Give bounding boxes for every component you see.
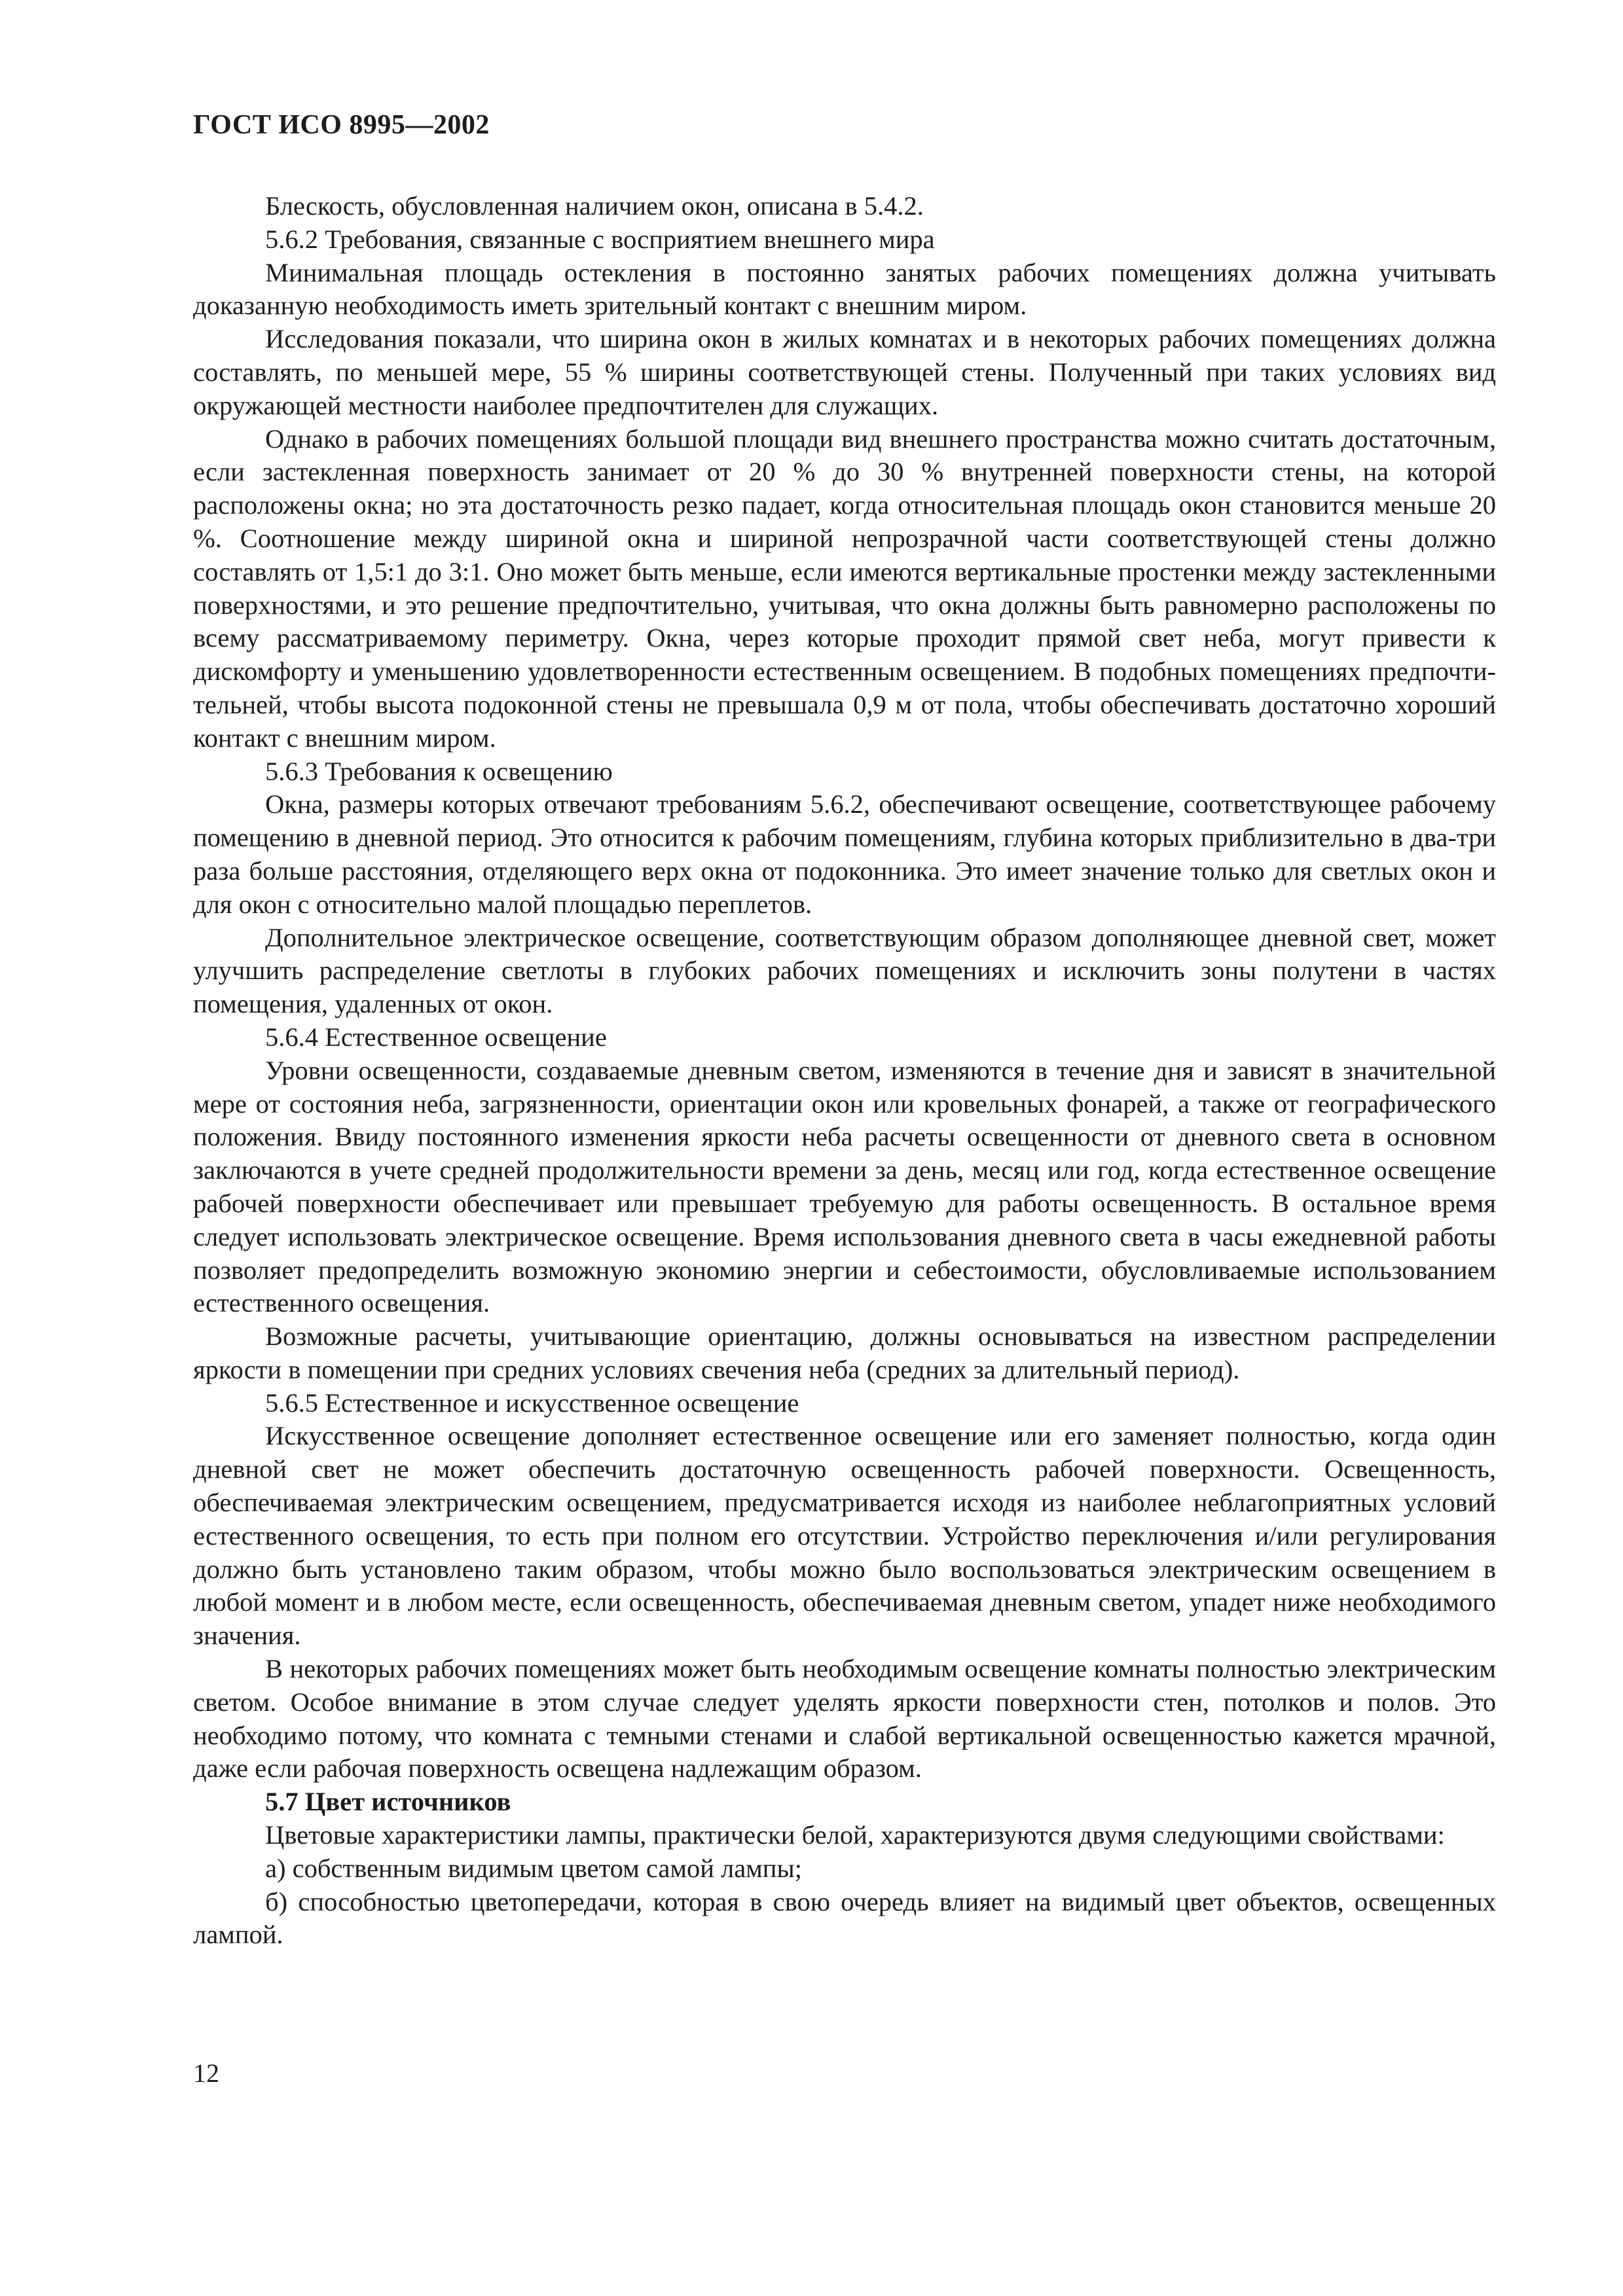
paragraph: Возможные расчеты, учитывающие ориентацию, должны основываться на известном распределении яркости в помещении при средних условиях свечения неба (средних за длительный период).: [193, 1321, 1496, 1384]
paragraph: Минимальная площадь остекления в постоянно занятых рабочих помещениях должна учитывать доказанную необходимость иметь зрительный контакт с внешним миром.: [193, 257, 1496, 321]
page-number: 12: [193, 2058, 219, 2088]
paragraph: Окна, размеры которых отвечают требованиям 5.6.2, обеспечивают освещение, соответствующее рабочему помещению в дневной период. Это относится к рабочим помещениям, глубина которых приблизительно в два-три раза больше расстояния, отделяющего верх окна от подоконника. Это имеет значение только для светлых окон и для окон с относительно малой площадью переплетов.: [193, 789, 1496, 919]
paragraph: Однако в рабочих помещениях большой площади вид внешнего пространства можно считать достаточным, если застекленная поверхность занимает от 20 % до 30 % внутренней поверхности стены, на которой расположены окна; но эта достаточность резко падает, когда относительная площадь окон становится меньше 20 %. Соотношение между шириной окна и шириной непрозрачной части соответствующей стены должно составлять от 1,5:1 до 3:1. Оно может быть меньше, если имеются вертикальные простенки между застекленными поверхностями, и это решение предпочтительно, учитывая, что окна должны быть равномерно расположены по всему рассматриваемому периметру. Окна, через которые проходит прямой свет неба, могут привести к дискомфорту и уменьшению удовлетворенности естественным освещением. В подобных помещениях предпочтительней, чтобы высота подоконной стены не превышала 0,9 м от пола, чтобы обеспечивать достаточно хороший контакт с внешним миром.: [193, 423, 1496, 753]
standard-designation: ГОСТ ИСО 8995—2002: [193, 110, 490, 140]
paragraph: Искусственное освещение дополняет естественное освещение или его заменяет полностью, когда один дневной свет не может обеспечить достаточную освещенность рабочей поверхности. Освещенность, обеспечиваемая электрическим освещением, предусматривается исходя из наиболее неблагоприятных условий естественного освещения, то есть при полном его отсутствии. Устройство переключения и/или регулирования должно быть установлено таким образом, чтобы можно было воспользоваться электрическим освещением в любой момент и в любом месте, если освещенность, обеспечиваемая дневным светом, упадет ниже необходимого значения.: [193, 1421, 1496, 1651]
paragraph: Блескость, обусловленная наличием окон, описана в 5.4.2.: [265, 191, 924, 221]
list-item: б) способностью цветопередачи, которая в свою очередь влияет на видимый цвет объектов, освещенных лампой.: [193, 1886, 1496, 1950]
list-item: а) собственным видимым цветом самой лампы;: [265, 1853, 802, 1883]
section-heading-5-7: 5.7 Цвет источников: [265, 1787, 511, 1817]
main-text: [193, 190, 1496, 1952]
paragraph: Уровни освещенности, создаваемые дневным светом, изменяются в течение дня и зависят в значительной мере от состояния неба, загрязненности, ориентации окон или кровельных фонарей, а также от географического положения. Ввиду постоянного изменения яркости неба расчеты освещенности от дневного света в основном заключаются в учете средней продолжительности времени за день, месяц или год, когда естественное освещение рабочей поверхности обеспечивает или превышает требуемую для работы освещенность. В остальное время следует использовать электрическое освещение. Время использования дневного света в часы ежедневной работы позволяет предопределить возможную экономию энергии и себестоимости, обусловливаемые использованием естественного освещения.: [193, 1055, 1496, 1318]
paragraph: В некоторых рабочих помещениях может быть необходимым освещение комнаты полностью электрическим светом. Особое внимание в этом случае следует уделять яркости поверхности стен, потолков и полов. Это необходимо потому, что комната с темными стенами и слабой вертикальной освещенностью кажется мрачной, даже если рабочая поверхность освещена надлежащим образом.: [193, 1654, 1496, 1784]
section-heading-5-6-4: 5.6.4 Естественное освещение: [265, 1022, 607, 1052]
section-heading-5-6-5: 5.6.5 Естественное и искусственное освещение: [265, 1388, 799, 1418]
paragraph: Дополнительное электрическое освещение, соответствующим образом дополняющее дневной свет, может улучшить распределение светлоты в глубоких рабочих помещениях и исключить зоны полутени в частях помещения, удаленных от окон.: [193, 922, 1496, 1019]
section-heading-5-6-3: 5.6.3 Требования к освещению: [265, 756, 613, 786]
paragraph: Исследования показали, что ширина окон в жилых комнатах и в некоторых рабочих помещениях должна составлять, по меньшей мере, 55 % ширины соответствующей стены. Полученный при таких условиях вид окружающей местности наиболее предпочтителен для служащих.: [193, 324, 1496, 420]
paragraph: Цветовые характеристики лампы, практически белой, характеризуются двумя следующими свойствами:: [265, 1820, 1445, 1850]
section-heading-5-6-2: 5.6.2 Требования, связанные с восприятием внешнего мира: [265, 224, 935, 254]
